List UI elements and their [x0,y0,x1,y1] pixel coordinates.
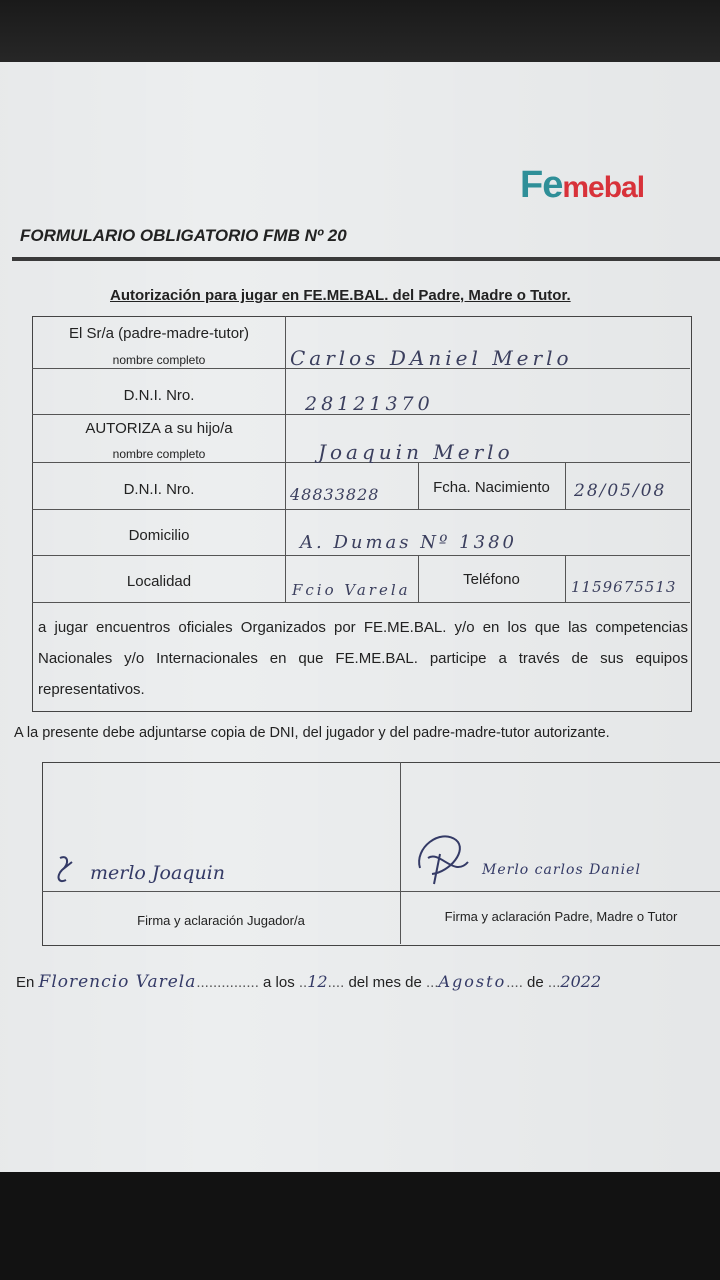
phone-label: Teléfono [463,571,520,588]
footer-a-los: a los [263,974,295,991]
player-signature: merlo Joaquin [90,862,225,884]
authorizes-label: AUTORIZA a su hijo/a [85,420,233,437]
footer-day: 12 [307,972,328,991]
authorization-paragraph: a jugar encuentros oficiales Organizados por FE.ME.BAL. y/o en los que las competencias Nacionales y/o Internacionales en que FE.ME.BAL. participe a través de sus equipos representativos. [38,619,688,698]
parent-name-value: Carlos DAniel Merlo [290,346,573,370]
footer-place: Florencio Varela [38,972,197,992]
logo-text-2: mebal [562,171,645,204]
table-col-divider [565,555,566,602]
birth-label: Fcha. Nacimiento [433,479,550,496]
address-label: Domicilio [128,527,190,544]
footer-year: 2022 [560,972,602,991]
footer-de: de [527,974,544,991]
child-name-value: Joaquin Merlo [318,440,514,464]
footer-en: En [16,974,35,991]
parent-fullname-hint: nombre completo [112,353,206,367]
place-date-line: En Florencio Varela............... a los ..12.... del mes de ...Agosto.... de ...2022 [16,972,602,992]
form-subtitle: Autorización para jugar en FE.ME.BAL. del Padre, Madre o Tutor. [110,287,571,304]
parent-dni-value: 28121370 [305,393,434,415]
dni-attachment-note: A la presente debe adjuntarse copia de DNI, del jugador y del padre-madre-tutor autorizante. [14,725,610,741]
footer-month: Agosto [438,972,507,991]
child-fullname-hint: nombre completo [112,447,206,461]
table-row-divider [32,602,690,603]
signature-col-divider [400,762,401,944]
photo-background-bottom [0,1160,720,1280]
table-row-divider [32,509,690,510]
table-col-divider [285,316,286,602]
player-signature-caption: Firma y aclaración Jugador/a [137,913,305,928]
parent-dni-label: D.N.I. Nro. [123,387,195,404]
title-rule [12,257,720,261]
femebal-logo [520,164,644,207]
logo-text-1: Fe [520,164,563,206]
player-signature-scribble [50,850,90,890]
phone-value: 1159675513 [571,578,677,596]
city-label: Localidad [126,573,192,590]
table-row-divider [32,555,690,556]
footer-del-mes: del mes de [348,974,422,991]
birth-date-value: 28/05/08 [574,481,667,501]
parent-signature-caption: Firma y aclaración Padre, Madre o Tutor [444,909,678,924]
child-dni-label: D.N.I. Nro. [123,481,195,498]
table-col-divider [418,555,419,602]
parent-label: El Sr/a (padre-madre-tutor) [68,325,250,342]
city-value: Fcio Varela [292,581,411,599]
form-title: FORMULARIO OBLIGATORIO FMB Nº 20 [20,226,347,245]
parent-signature-scribble [410,828,480,892]
child-dni-value: 48833828 [290,485,380,504]
table-col-divider [418,462,419,509]
signature-row-divider [42,891,720,892]
parent-signature: Merlo carlos Daniel [482,862,641,878]
address-value: A. Dumas Nº 1380 [300,532,517,553]
table-col-divider [565,462,566,509]
